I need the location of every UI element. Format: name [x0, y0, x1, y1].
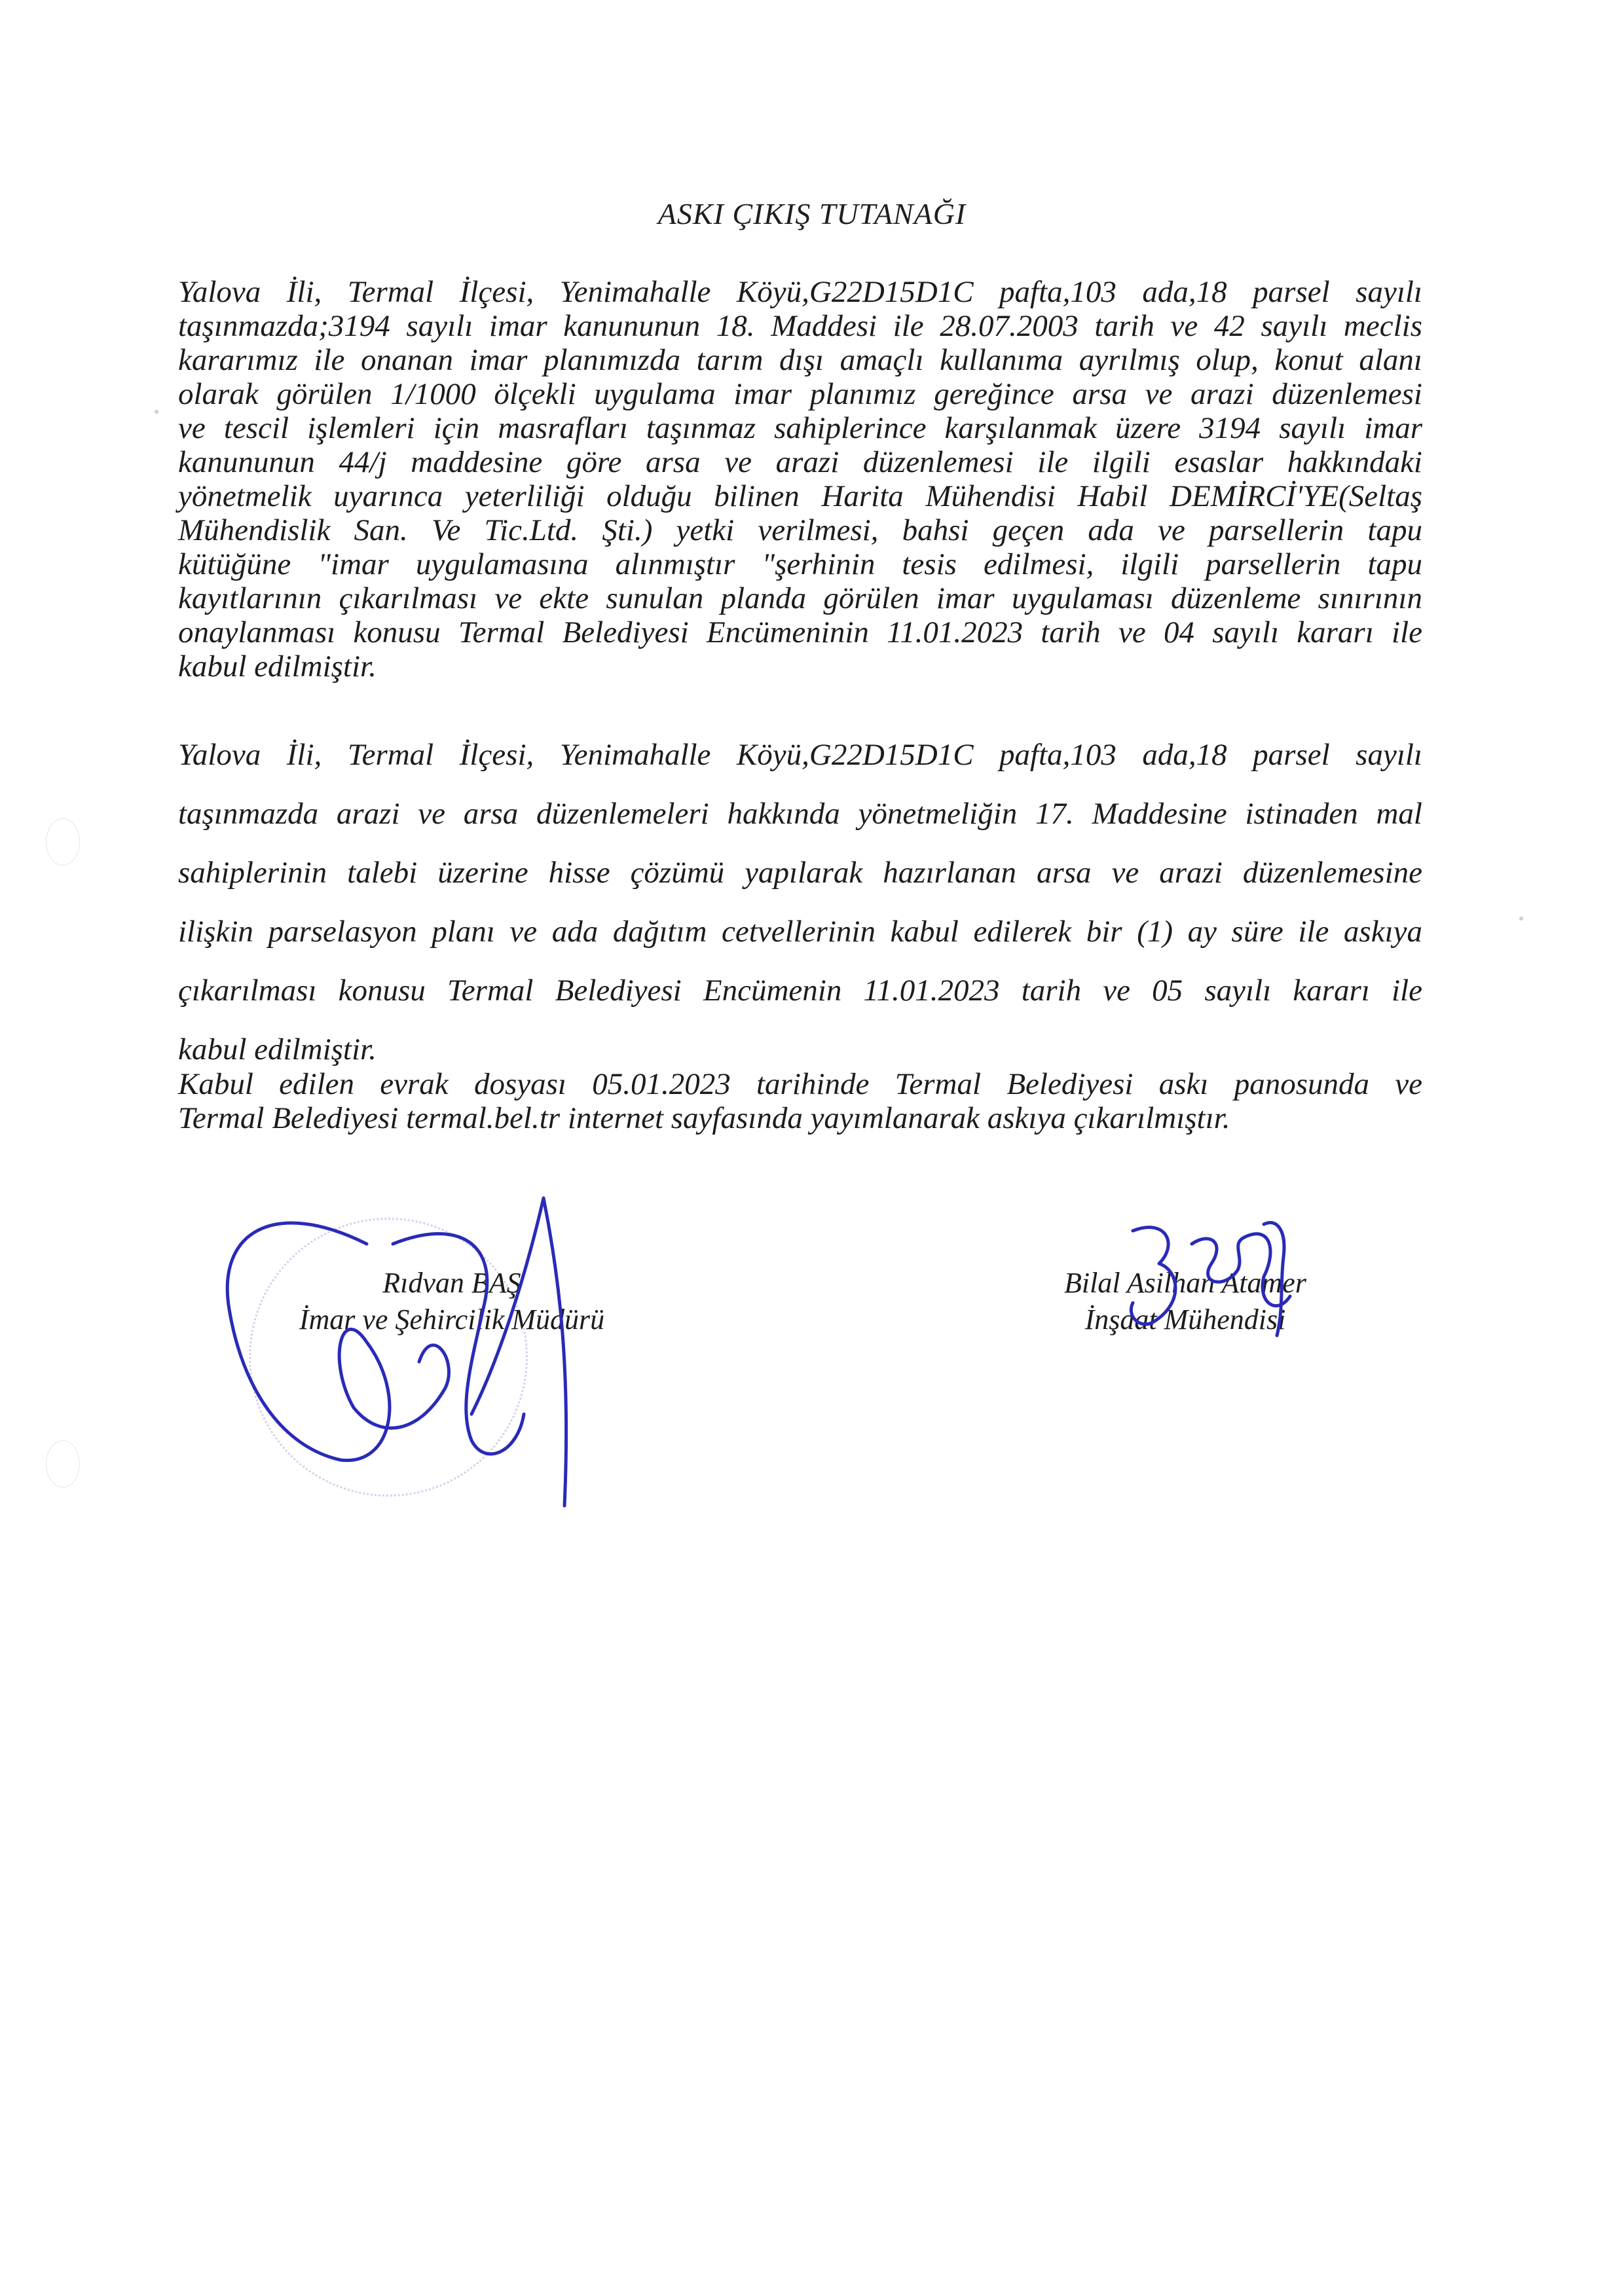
signature-block-left [223, 1265, 681, 1338]
paragraph-line: çıkarılması konusu Termal Belediyesi Encümenin 11.01.2023 tarih ve 05 sayılı kararı ile [178, 974, 1422, 1008]
punch-hole-mark [46, 1440, 80, 1487]
paragraph-line: olarak görülen 1/1000 ölçekli uygulama imar planımız gereğince arsa ve arazi düzenlemesi [178, 377, 1422, 411]
paragraph-line: ilişkin parselasyon planı ve ada dağıtım cetvellerinin kabul edilerek bir (1) ay süre ile askıya [178, 915, 1422, 949]
paragraph-line: kayıtlarının çıkarılması ve ekte sunulan planda görülen imar uygulaması düzenleme sınırının [178, 581, 1422, 615]
scan-speck [1519, 917, 1523, 920]
paragraph-line: kanununun 44/j maddesine göre arsa ve arazi düzenlemesi ile ilgili esaslar hakkındaki [178, 445, 1422, 479]
scan-speck [155, 410, 158, 414]
paragraph-line: taşınmazda;3194 sayılı imar kanununun 18. Maddesi ile 28.07.2003 tarih ve 42 sayılı meclis [178, 309, 1422, 343]
paragraph-line: taşınmazda arazi ve arsa düzenlemeleri hakkında yönetmeliğin 17. Maddesine istinaden mal [178, 797, 1422, 831]
paragraph-line: Mühendislik San. Ve Tic.Ltd. Şti.) yetki verilmesi, bahsi geçen ada ve parsellerin tapu [178, 513, 1422, 547]
paragraph-line: sahiplerinin talebi üzerine hisse çözümü yapılarak hazırlanan arsa ve arazi düzenlemesine [178, 856, 1422, 890]
signature-left-vertical [544, 1198, 566, 1506]
signatory-name: Rıdvan BAŞ [382, 1267, 521, 1299]
paragraph-line: ve tescil işlemleri için masrafları taşınmaz sahiplerince karşılanmak üzere 3194 sayılı imar [178, 411, 1422, 445]
official-stamp-seal [249, 1218, 528, 1497]
paragraph-line: yönetmelik uyarınca yeterliliği olduğu bilinen Harita Mühendisi Habil DEMİRCİ'YE(Seltaş [178, 479, 1422, 513]
paragraph-line: Termal Belediyesi termal.bel.tr internet sayfasında yayımlanarak askıya çıkarılmıştır. [178, 1101, 1230, 1135]
paragraph-line: kabul edilmiştir. [178, 1032, 377, 1066]
signature-block-right [1022, 1265, 1349, 1338]
paragraph-line: onaylanması konusu Termal Belediyesi Encümeninin 11.01.2023 tarih ve 04 sayılı kararı ile [178, 615, 1422, 649]
paragraph-1 [178, 275, 1422, 683]
document-title: ASKI ÇIKIŞ TUTANAĞI [657, 197, 967, 230]
paragraph-line: kütüğüne "imar uygulamasına alınmıştır "şerhinin tesis edilmesi, ilgili parsellerin tapu [178, 547, 1422, 581]
paragraph-line: kararımız ile onanan imar planımızda tarım dışı amaçlı kullanıma ayrılmış olup, konut alanı [178, 343, 1422, 377]
signatory-name: Bilal Asilhan Atamer [1064, 1267, 1306, 1299]
paragraph-line: kabul edilmiştir. [178, 649, 377, 683]
paragraph-line: Yalova İli, Termal İlçesi, Yenimahalle Köyü,G22D15D1C pafta,103 ada,18 parsel sayılı [178, 275, 1422, 309]
paragraph-line: Yalova İli, Termal İlçesi, Yenimahalle Köyü,G22D15D1C pafta,103 ada,18 parsel sayılı [178, 738, 1422, 772]
punch-hole-mark [46, 818, 80, 866]
paragraph-3 [178, 1067, 1422, 1135]
signatory-position: İnşaat Mühendisi [1084, 1303, 1286, 1336]
paragraph-line: Kabul edilen evrak dosyası 05.01.2023 tarihinde Termal Belediyesi askı panosunda ve [178, 1067, 1422, 1101]
signatory-position: İmar ve Şehircilik Müdürü [299, 1303, 605, 1336]
paragraph-2 [178, 725, 1422, 1079]
